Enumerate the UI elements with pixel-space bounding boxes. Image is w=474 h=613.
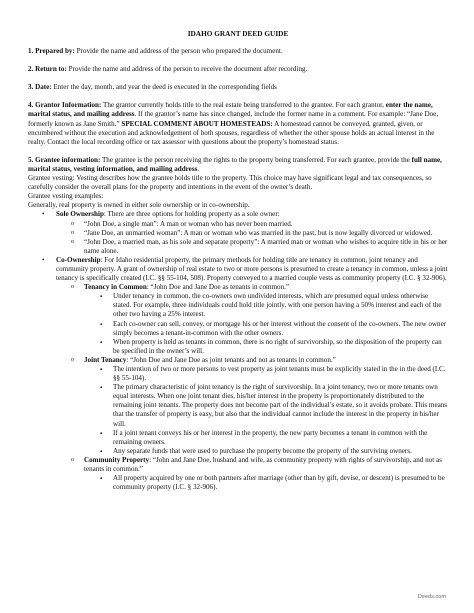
circle-bullet-icon: o bbox=[71, 284, 74, 291]
page-title: IDAHO GRANT DEED GUIDE bbox=[187, 29, 289, 38]
section-return-to: 2. Return to: Provide the name and address of the person to receive the document after recording. bbox=[28, 65, 308, 74]
bullet-icon: • bbox=[42, 255, 45, 264]
tenancy-in-common-detail: ▪ Under tenancy in common, the co-owners own undivided interests, which are presumed equal unless otherwise stated. For example, three individuals could hold title jointly, with one person having a 50% interest and each of the other two having a 25% interest. bbox=[100, 292, 442, 319]
grantee-vesting-text: Grantee vesting: Vesting describes how the grantee holds title to the property. This choice may have significant legal and tax consequences, so carefully consider the overall plans for the property and intentions in the event of the owner’s death. bbox=[28, 174, 432, 192]
bullet-icon: • bbox=[42, 210, 45, 219]
grantee-vesting-examples-label: Grantee vesting examples: bbox=[28, 192, 104, 201]
footer-source: Deeds.com bbox=[417, 593, 446, 600]
square-bullet-icon: ▪ bbox=[100, 447, 103, 455]
joint-tenancy-item: o Joint Tenancy: “John Doe and Jane Doe as joint tenants and not as tenants in common.” bbox=[71, 355, 336, 364]
joint-tenancy-detail: ▪ If a joint tenant conveys his or her interest in the property, the new party becomes a tenant in common with the remaining owners. bbox=[100, 428, 428, 446]
sole-option: o “John Doe, a single man”: A man or woman who has never been married. bbox=[71, 219, 293, 228]
square-bullet-icon: ▪ bbox=[100, 293, 103, 301]
circle-bullet-icon: o bbox=[71, 238, 74, 245]
section-grantee-information: 5. Grantee information: The grantee is the person receiving the rights to the property being transferred. For each grantee, provide the full name, marital status, vesting information, and mailing address. bbox=[28, 155, 442, 173]
sole-option: o “Jane Doe, an unmarried woman”: A man or woman who was married in the past, but is now legally divorced or widowed. bbox=[71, 228, 433, 237]
square-bullet-icon: ▪ bbox=[100, 320, 103, 328]
sole-ownership-item: • Sole Ownership: There are three options for holding property as a sole owner: bbox=[42, 210, 280, 219]
tenancy-in-common-detail: ▪ Each co-owner can sell, convey, or mortgage his or her interest without the consent of the co-owners. The new owner simply becomes a tenant-in-common with the other owners. bbox=[100, 319, 447, 337]
square-bullet-icon: ▪ bbox=[100, 338, 103, 346]
circle-bullet-icon: o bbox=[71, 220, 74, 227]
section-prepared-by: 1. Prepared by: Provide the name and address of the person who prepared the document. bbox=[28, 47, 283, 56]
tenancy-in-common-detail: ▪ When property is held as tenants in common, there is no right of survivorship, so the disposition of the property can be specified in the owner’s will. bbox=[100, 337, 442, 355]
joint-tenancy-detail: ▪ The primary characteristic of joint tenancy is the right of survivorship. In a joint tenancy, two or more tenants own equal interests. When one joint tenant dies, his/her interest in the property is proportionately distributed to the remaining joint tenants. The property does not become part of the individual’s estate, so it avoids probate. This means that the transfer of property is easy, but also that the individual cannot include the interest in the property in his/her will. bbox=[100, 383, 448, 428]
community-property-detail: ▪ All property acquired by one or both partners after marriage (other than by gift, devise, or descent) is presumed to be community property (I.C. § 32-906). bbox=[100, 474, 445, 492]
square-bullet-icon: ▪ bbox=[100, 366, 103, 373]
sole-option: o “John Doe, a married man, as his sole and separate property”: A married man or woman who wishes to acquire title in his or her name alone. bbox=[71, 237, 448, 255]
ownership-intro: Generally, real property is owned in either sole ownership or in co-ownership. bbox=[28, 201, 250, 210]
joint-tenancy-detail: ▪ Any separate funds that were used to purchase the property become the property of the surviving owners. bbox=[100, 446, 412, 455]
circle-bullet-icon: o bbox=[71, 456, 74, 463]
tenancy-in-common-item: o Tenancy in Common: “John Doe and Jane Doe as tenants in common.” bbox=[71, 283, 290, 292]
section-date: 3. Date: Enter the day, month, and year the deed is executed in the corresponding fields bbox=[28, 83, 277, 92]
community-property-item: o Community Property: “John and Jane Doe, husband and wife, as community property with rights of survivorship, and not as tenants in common.” bbox=[71, 455, 442, 474]
square-bullet-icon: ▪ bbox=[100, 384, 103, 392]
co-ownership-item: • Co-Ownership: For Idaho residential property, the primary methods for holding title are tenancy in common, joint tenancy and community property. A grant of ownership of real estate to two or more persons is presumed to create a tenancy in common, unless a joint tenancy is specifically created (I.C. §§ 55-104, 508). Property conveyed to a married couple vests as community property (I.C. § 32-906). bbox=[42, 255, 448, 283]
circle-bullet-icon: o bbox=[71, 356, 74, 363]
section-grantor-information: 4. Grantor Information: The grantor currently holds title to the real estate being transferred to the grantee. For each grantor, enter the name, marital status, and mailing address. If the grantor’s name has since changed, include the former name in a comment. For example: “Jane Doe, formerly known as Jane Smith.” SPECIAL COMMENT ABOUT HOMESTEADS: A homestead cannot be conveyed, granted, given, or encumbered without the execution and acknowledgement of both spouses, regardless of whether the other spouse holds an actual interest in the realty. Contact the local recording office or tax assessor with questions about the property’s homestead status. bbox=[28, 101, 439, 146]
square-bullet-icon: ▪ bbox=[100, 475, 103, 483]
document-body bbox=[28, 29, 448, 492]
circle-bullet-icon: o bbox=[71, 229, 74, 236]
square-bullet-icon: ▪ bbox=[100, 429, 103, 437]
joint-tenancy-detail: ▪ The intention of two or more persons to vest property as joint tenants must be explicitly stated in the in the deed (I.C. §§ 55-104). bbox=[100, 365, 446, 383]
